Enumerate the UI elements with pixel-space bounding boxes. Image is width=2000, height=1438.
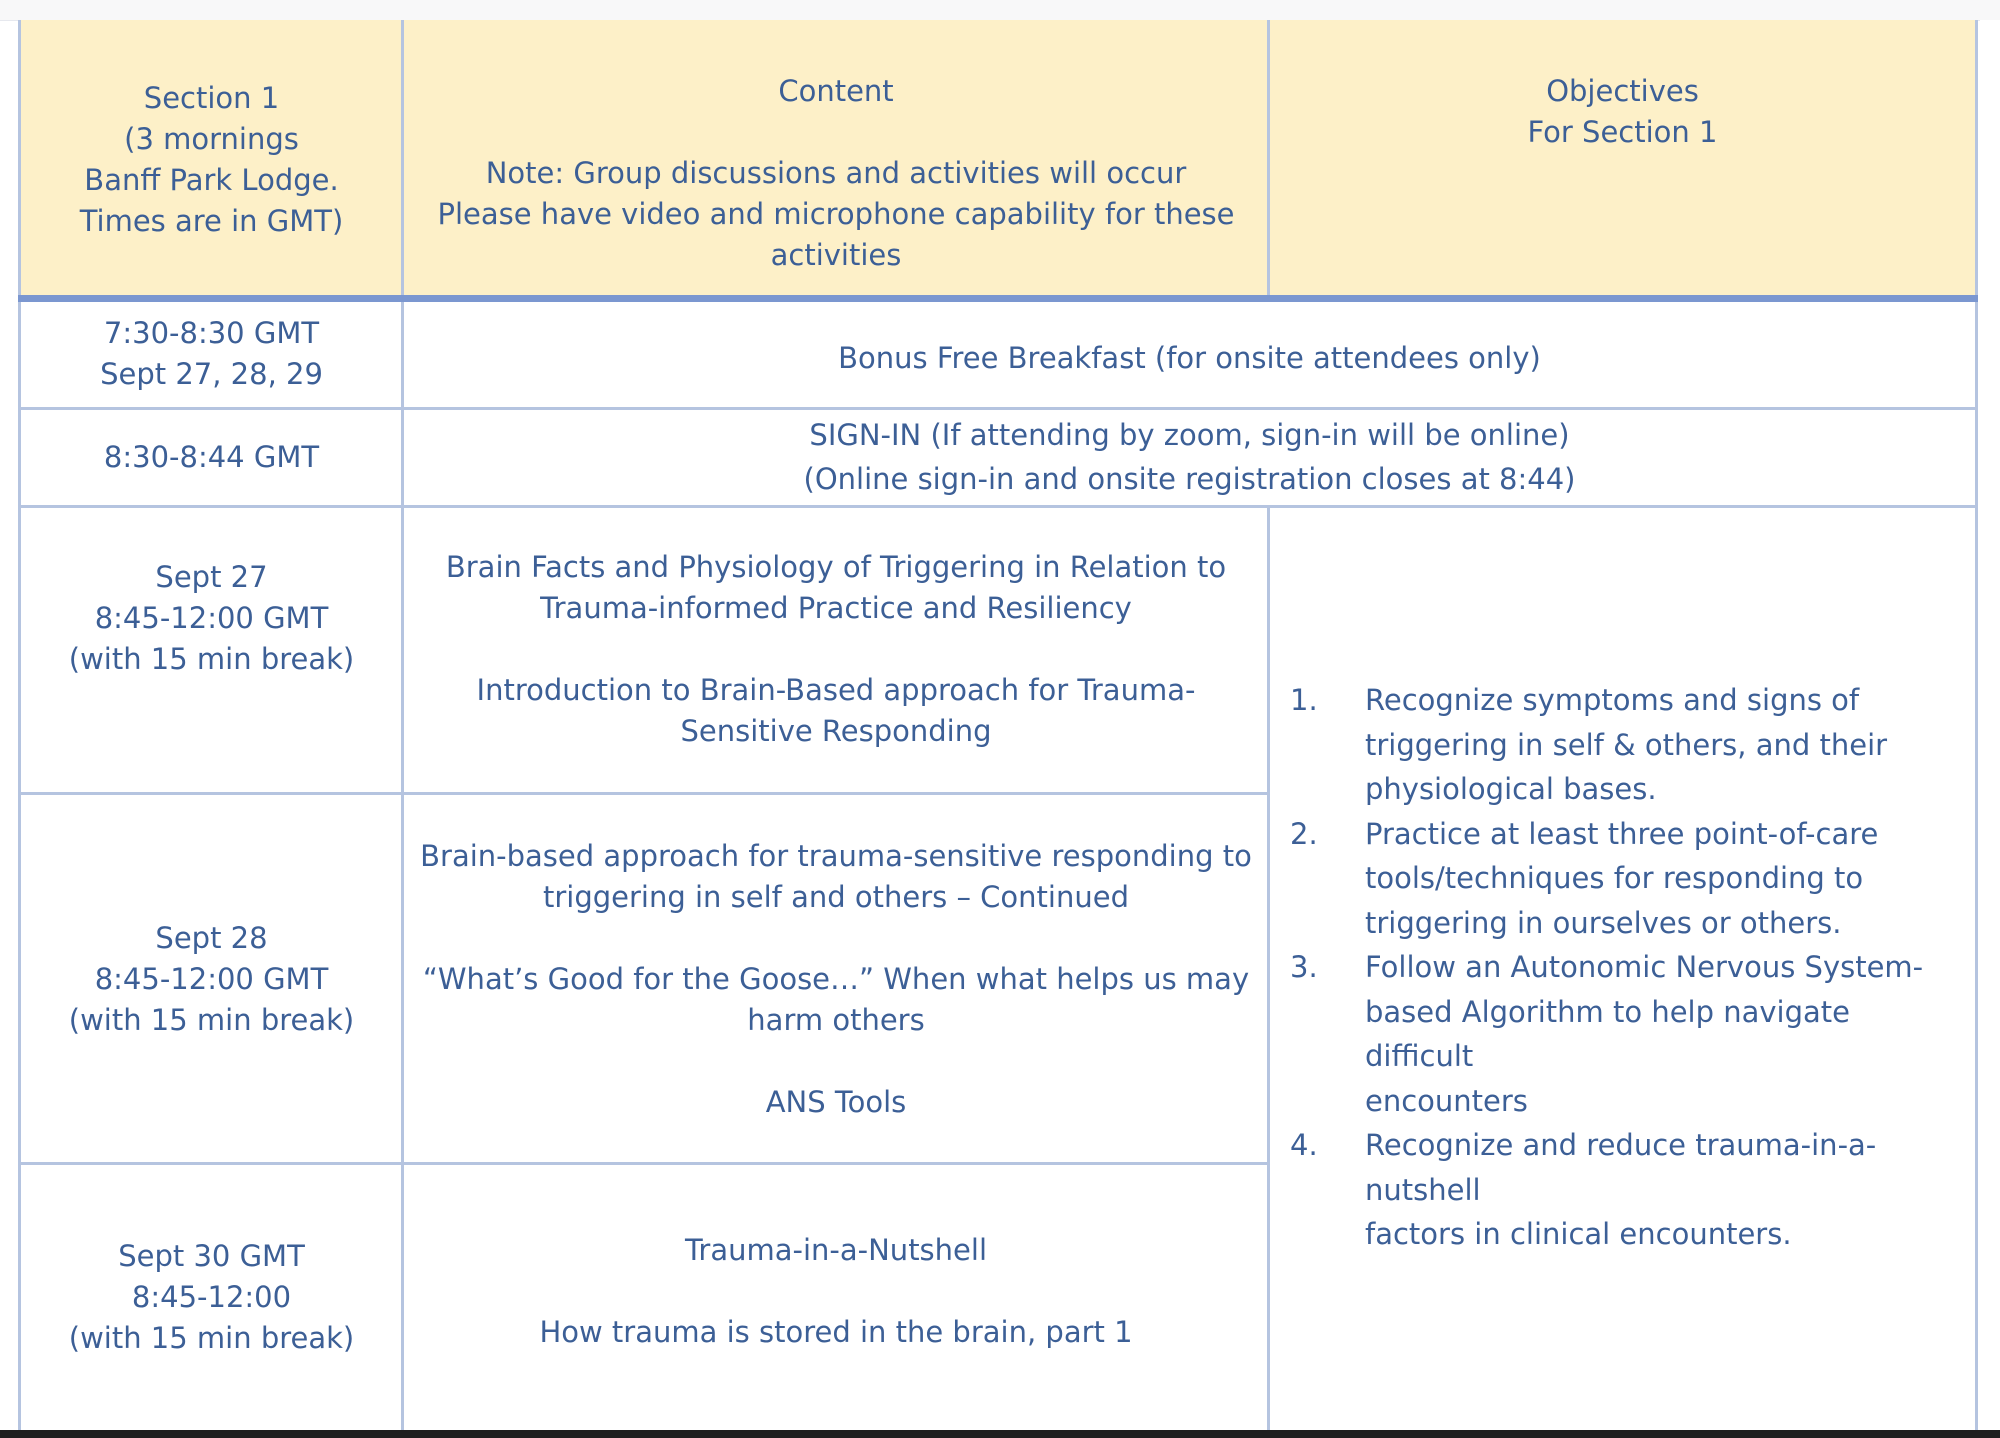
signin-time-text: 8:30-8:44 GMT: [103, 439, 320, 474]
header-bottom-rule: [18, 295, 1978, 302]
sept27-time-line: 8:45-12:00 GMT: [94, 601, 329, 635]
objective-line: factors in clinical encounters.: [1365, 1217, 1792, 1252]
objective-line: tools/techniques for responding to: [1365, 861, 1864, 896]
objective-line: Practice at least three point-of-care: [1365, 816, 1879, 851]
header-objectives-cell: [1269, 20, 1976, 300]
sept28-topic-line: “What’s Good for the Goose…” When what helps us may: [422, 962, 1250, 996]
header-section-line: Section 1: [143, 81, 280, 115]
bottom-edge-bar: [0, 1430, 2000, 1438]
sept27-time-cell: [20, 506, 403, 794]
sept27-topic-line: Trauma-informed Practice and Resiliency: [540, 591, 1132, 625]
sept28-time-line: Sept 28: [155, 920, 268, 955]
row-divider-signin: [18, 505, 1978, 508]
header-content-cell: [403, 20, 1269, 300]
objective-item: [1290, 812, 1952, 946]
objective-line: triggering in self & others, and their: [1365, 727, 1888, 762]
signin-time-cell: [20, 408, 403, 506]
sept28-time-line: 8:45-12:00 GMT: [94, 961, 329, 996]
signin-content-cell: [403, 408, 1976, 506]
header-section-line: Times are in GMT): [79, 204, 344, 238]
breakfast-time-line: Sept 27, 28, 29: [100, 357, 323, 391]
objective-number: 2.: [1290, 816, 1318, 851]
row-divider-sept28: [18, 1162, 1269, 1165]
breakfast-content-cell: [403, 300, 1976, 408]
objectives-list: [1290, 678, 1952, 1257]
sept30-topic-line: Trauma-in-a-Nutshell: [684, 1233, 988, 1267]
sept30-time-line: Sept 30 GMT: [118, 1238, 305, 1273]
sept27-topic-line: Brain Facts and Physiology of Triggering in Relation to: [445, 550, 1227, 584]
header-content-title: Content: [778, 74, 894, 108]
sept27-time-line: (with 15 min break): [68, 642, 355, 676]
sept30-time-line: 8:45-12:00: [131, 1279, 292, 1314]
sept30-content-cell: [403, 1164, 1269, 1430]
objective-item: [1290, 678, 1952, 812]
sept30-time-line: (with 15 min break): [68, 1320, 355, 1355]
breakfast-content-text: Bonus Free Breakfast (for onsite attendees only): [838, 340, 1541, 375]
sept27-time-line: Sept 27: [155, 560, 268, 594]
sept30-topic-line: How trauma is stored in the brain, part 1: [539, 1315, 1133, 1349]
objectives-cell: [1272, 505, 1972, 1430]
objective-number: 4.: [1290, 1128, 1318, 1163]
table-border-left: [18, 20, 21, 1430]
objective-line: Recognize and reduce trauma-in-a-nutshell: [1365, 1128, 1877, 1207]
header-section-cell: [20, 20, 403, 300]
objective-line: triggering in ourselves or others.: [1365, 905, 1842, 940]
row-divider-breakfast: [18, 407, 1978, 410]
table-border-right: [1975, 20, 1978, 1430]
sept27-content-cell: [403, 506, 1269, 794]
objective-line: encounters: [1365, 1083, 1528, 1118]
sept27-topic-line: Sensitive Responding: [680, 714, 992, 748]
breakfast-time-cell: [20, 300, 403, 408]
objective-line: Follow an Autonomic Nervous System-: [1365, 950, 1924, 985]
column-divider-2-header: [1267, 20, 1270, 300]
column-divider-2-body: [1267, 505, 1270, 1430]
header-objectives-line: For Section 1: [1527, 115, 1718, 149]
sept30-time-cell: [20, 1164, 403, 1430]
objective-item: [1290, 945, 1952, 1123]
sept28-topic-line: harm others: [747, 1003, 925, 1037]
header-objectives-line: Objectives: [1546, 74, 1699, 108]
sept28-content-cell: [403, 794, 1269, 1164]
header-content-note-line: Please have video and microphone capability for these: [437, 197, 1235, 231]
header-content-note-line: Note: Group discussions and activities will occur: [485, 156, 1187, 190]
objective-item: [1290, 1123, 1952, 1257]
header-content-note-line: activities: [770, 238, 902, 272]
signin-content-line: (Online sign-in and onsite registration closes at 8:44): [803, 462, 1576, 496]
row-divider-sept27: [18, 792, 1269, 795]
sept28-topic-line: ANS Tools: [765, 1085, 907, 1119]
objective-number: 1.: [1290, 683, 1318, 718]
column-divider-1: [401, 20, 404, 1430]
header-section-line: (3 mornings: [124, 122, 299, 156]
objective-line: based Algorithm to help navigate difficult: [1365, 994, 1850, 1074]
sept28-time-cell: [20, 794, 403, 1164]
sept28-topic-line: Brain-based approach for trauma-sensitive responding to: [420, 839, 1252, 873]
right-gutter: [1980, 20, 2000, 1430]
sept28-topic-line: triggering in self and others – Continued: [543, 880, 1129, 914]
objective-number: 3.: [1290, 950, 1318, 985]
top-strip: [0, 0, 2000, 21]
sept27-topic-line: Introduction to Brain-Based approach for Trauma-: [476, 673, 1196, 707]
objective-line: physiological bases.: [1365, 772, 1657, 807]
breakfast-time-line: 7:30-8:30 GMT: [103, 316, 320, 350]
signin-content-line: SIGN-IN (If attending by zoom, sign-in will be online): [809, 418, 1570, 452]
header-section-line: Banff Park Lodge.: [84, 163, 339, 197]
sept28-time-line: (with 15 min break): [68, 1002, 355, 1037]
objective-line: Recognize symptoms and signs of: [1365, 683, 1860, 718]
